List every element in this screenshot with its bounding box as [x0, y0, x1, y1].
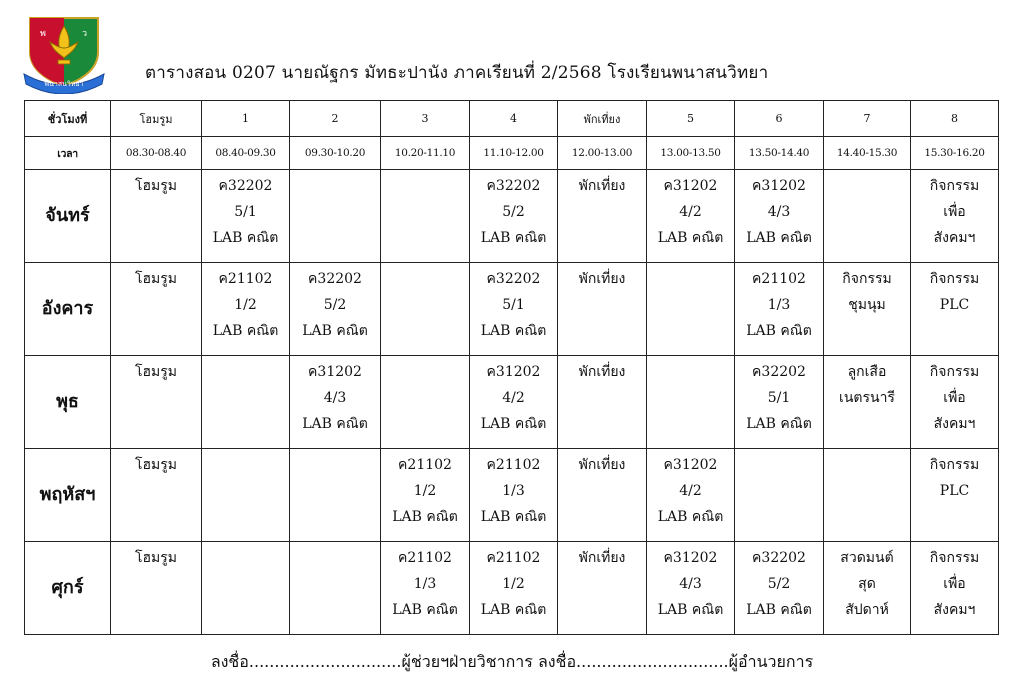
schedule-cell-line: LAB คณิต — [657, 230, 724, 246]
schedule-cell-line: LAB คณิต — [480, 323, 547, 339]
schedule-cell — [824, 542, 911, 635]
schedule-cell-line: 5/1 — [502, 297, 525, 313]
schedule-cell-line: สังคมฯ — [933, 230, 976, 246]
schedule-cell — [202, 356, 290, 449]
schedule-cell-line: สวดมนต์ — [840, 550, 894, 566]
period-header-cell: โฮมรูม — [111, 101, 202, 137]
schedule-cell-line: ค21102 — [398, 457, 452, 473]
schedule-cell-line: เพื่อ — [943, 390, 966, 406]
schedule-cell-line: พักเที่ยง — [578, 457, 626, 473]
svg-text:พ: พ — [40, 29, 46, 39]
schedule-cell-line: ค31202 — [663, 178, 718, 194]
schedule-cell — [290, 263, 381, 356]
schedule-cell-line: เนตรนารี — [839, 390, 895, 406]
schedule-cell — [381, 449, 470, 542]
schedule-cell — [470, 263, 558, 356]
schedule-cell — [470, 449, 558, 542]
schedule-cell — [111, 449, 202, 542]
period-header-cell: พักเที่ยง — [558, 101, 647, 137]
schedule-cell-line: PLC — [939, 483, 970, 499]
day-name: ศุกร์ — [25, 542, 111, 635]
schedule-cell-line: LAB คณิต — [480, 509, 547, 525]
period-header-cell: 7 — [824, 101, 911, 137]
schedule-cell-line: ค32202 — [752, 550, 806, 566]
schedule-cell — [558, 356, 647, 449]
schedule-cell-line: ค32202 — [218, 178, 273, 194]
day-row — [25, 356, 999, 449]
schedule-cell — [911, 356, 999, 449]
schedule-cell-line: ค32202 — [486, 178, 541, 194]
schedule-cell — [202, 449, 290, 542]
schedule-cell — [824, 356, 911, 449]
schedule-cell — [290, 449, 381, 542]
schedule-cell — [202, 170, 290, 263]
schedule-cell — [735, 170, 824, 263]
schedule-cell-line: LAB คณิต — [392, 602, 458, 618]
time-cell: 13.50-14.40 — [735, 137, 824, 170]
day-row — [25, 263, 999, 356]
schedule-cell — [111, 542, 202, 635]
period-header-cell: 6 — [735, 101, 824, 137]
schedule-cell — [647, 356, 735, 449]
schedule-cell-line: พักเที่ยง — [578, 550, 626, 566]
schedule-cell-line: 4/2 — [502, 390, 525, 406]
schedule-cell-line: LAB คณิต — [212, 323, 279, 339]
time-cell: 08.40-09.30 — [202, 137, 290, 170]
schedule-cell-line: 4/3 — [679, 576, 702, 592]
schedule-cell-line: กิจกรรม — [929, 550, 980, 566]
schedule-cell — [824, 170, 911, 263]
schedule-cell-line: ค31202 — [752, 178, 806, 194]
schedule-cell-line: กิจกรรม — [929, 178, 980, 194]
schedule-cell — [381, 263, 470, 356]
schedule-cell-line: 4/2 — [679, 483, 702, 499]
schedule-cell-line: 1/2 — [234, 297, 257, 313]
schedule-cell — [470, 356, 558, 449]
schedule-cell-line: สัปดาห์ — [845, 602, 889, 618]
schedule-cell-line: 5/2 — [502, 204, 525, 220]
schedule-cell — [735, 263, 824, 356]
period-header-label: ชั่วโมงที่ — [25, 101, 111, 137]
schedule-cell — [381, 356, 470, 449]
schedule-cell-line: โฮมรูม — [134, 271, 178, 287]
schedule-cell — [824, 263, 911, 356]
logo-banner-text: พนาสนวิทยา — [44, 80, 84, 88]
day-name: อังคาร — [25, 263, 111, 356]
schedule-cell-line: ค21102 — [752, 271, 806, 287]
schedule-cell-line: กิจกรรม — [929, 457, 980, 473]
schedule-cell-line: เพื่อ — [943, 204, 966, 220]
schedule-cell-line: โฮมรูม — [134, 178, 178, 194]
schedule-cell-line: 1/2 — [502, 576, 525, 592]
time-cell: 13.00-13.50 — [647, 137, 735, 170]
schedule-cell-line: ค32202 — [752, 364, 806, 380]
signature-line: ลงชื่อ..............................ผู้ช่วยฯฝ่ายวิชาการ ลงชื่อ..............................ผู้อำนวยการ — [210, 652, 814, 671]
schedule-cell-line: LAB คณิต — [746, 416, 812, 432]
schedule-cell-line: ค31202 — [308, 364, 362, 380]
time-cell: 09.30-10.20 — [290, 137, 381, 170]
page-title: ตารางสอน 0207 นายณัฐกร มัทธะปานัง ภาคเรียนที่ 2/2568 โรงเรียนพนาสนวิทยา — [145, 63, 769, 83]
schedule-cell-line: ค21102 — [486, 550, 541, 566]
timetable — [24, 100, 999, 635]
school-logo — [22, 12, 106, 94]
time-header-label: เวลา — [25, 137, 111, 170]
schedule-cell-line: 1/3 — [767, 297, 791, 313]
schedule-cell — [470, 170, 558, 263]
schedule-cell-line: ลูกเสือ — [847, 364, 887, 380]
schedule-cell-line: ค31202 — [486, 364, 541, 380]
schedule-cell-line: ค32202 — [308, 271, 362, 287]
schedule-cell-line: ค31202 — [663, 550, 718, 566]
schedule-cell-line: 5/2 — [767, 576, 791, 592]
schedule-cell — [381, 542, 470, 635]
time-cell: 10.20-11.10 — [381, 137, 470, 170]
schedule-cell — [911, 263, 999, 356]
time-cell: 12.00-13.00 — [558, 137, 647, 170]
schedule-cell — [381, 170, 470, 263]
schedule-cell — [647, 449, 735, 542]
schedule-cell — [647, 170, 735, 263]
schedule-cell-line: 1/3 — [413, 576, 437, 592]
schedule-cell-line: กิจกรรม — [929, 271, 980, 287]
schedule-cell — [735, 449, 824, 542]
schedule-cell-line: สังคมฯ — [933, 602, 976, 618]
schedule-cell-line: สังคมฯ — [933, 416, 976, 432]
schedule-cell-line: LAB คณิต — [480, 602, 547, 618]
schedule-cell-line: LAB คณิต — [746, 230, 812, 246]
schedule-cell — [558, 449, 647, 542]
time-cell: 08.30-08.40 — [111, 137, 202, 170]
schedule-cell — [111, 356, 202, 449]
schedule-cell-line: LAB คณิต — [302, 416, 368, 432]
schedule-cell — [290, 356, 381, 449]
period-header-cell: 8 — [911, 101, 999, 137]
day-name: พุธ — [25, 356, 111, 449]
schedule-cell-line: โฮมรูม — [134, 457, 178, 473]
schedule-cell-line: 4/3 — [323, 390, 347, 406]
schedule-cell-line: 1/2 — [413, 483, 437, 499]
day-row — [25, 170, 999, 263]
schedule-cell — [111, 170, 202, 263]
schedule-cell — [647, 542, 735, 635]
schedule-cell-line: กิจกรรม — [842, 271, 892, 287]
time-cell: 14.40-15.30 — [824, 137, 911, 170]
period-header-cell: 5 — [647, 101, 735, 137]
schedule-cell — [290, 542, 381, 635]
schedule-cell-line: ค21102 — [218, 271, 273, 287]
day-row — [25, 449, 999, 542]
schedule-cell-line: 1/3 — [502, 483, 525, 499]
schedule-cell-line: LAB คณิต — [480, 416, 547, 432]
schedule-cell-line: LAB คณิต — [746, 323, 812, 339]
schedule-cell — [558, 263, 647, 356]
schedule-cell-line: 4/3 — [767, 204, 791, 220]
schedule-cell-line: ค21102 — [398, 550, 452, 566]
day-name: พฤหัสฯ — [25, 449, 111, 542]
time-cell: 15.30-16.20 — [911, 137, 999, 170]
schedule-cell-line: 5/1 — [767, 390, 791, 406]
schedule-cell-line: ค31202 — [663, 457, 718, 473]
schedule-cell-line: LAB คณิต — [657, 509, 724, 525]
schedule-cell — [824, 449, 911, 542]
schedule-cell — [202, 542, 290, 635]
schedule-cell-line: โฮมรูม — [134, 364, 178, 380]
schedule-cell — [647, 263, 735, 356]
period-header-row — [25, 101, 999, 137]
svg-text:ว: ว — [82, 29, 88, 39]
day-name: จันทร์ — [25, 170, 111, 263]
schedule-cell — [202, 263, 290, 356]
schedule-cell-line: 5/1 — [234, 204, 257, 220]
schedule-cell — [735, 542, 824, 635]
schedule-cell-line: พักเที่ยง — [578, 178, 626, 194]
schedule-cell — [911, 542, 999, 635]
schedule-cell-line: 5/2 — [323, 297, 347, 313]
schedule-cell-line: LAB คณิต — [746, 602, 812, 618]
schedule-cell-line: 4/2 — [679, 204, 702, 220]
schedule-cell-line: ชุมนุม — [848, 297, 886, 313]
period-header-cell: 4 — [470, 101, 558, 137]
schedule-cell — [470, 542, 558, 635]
schedule-cell-line: กิจกรรม — [929, 364, 980, 380]
time-row — [25, 137, 999, 170]
period-header-cell: 3 — [381, 101, 470, 137]
schedule-cell-line: พักเที่ยง — [578, 364, 626, 380]
schedule-cell-line: LAB คณิต — [302, 323, 368, 339]
schedule-cell — [290, 170, 381, 263]
schedule-cell-line: เพื่อ — [943, 576, 966, 592]
period-header-cell: 2 — [290, 101, 381, 137]
schedule-cell-line: LAB คณิต — [212, 230, 279, 246]
schedule-cell-line: ค21102 — [486, 457, 541, 473]
schedule-cell — [558, 170, 647, 263]
schedule-cell-line: ค32202 — [486, 271, 541, 287]
schedule-cell — [558, 542, 647, 635]
day-row — [25, 542, 999, 635]
schedule-cell-line: LAB คณิต — [657, 602, 724, 618]
schedule-cell-line: โฮมรูม — [134, 550, 178, 566]
schedule-cell — [911, 449, 999, 542]
schedule-cell — [111, 263, 202, 356]
schedule-cell-line: พักเที่ยง — [578, 271, 626, 287]
schedule-cell — [911, 170, 999, 263]
time-cell: 11.10-12.00 — [470, 137, 558, 170]
schedule-cell — [735, 356, 824, 449]
schedule-cell-line: สุด — [858, 576, 876, 592]
schedule-cell-line: LAB คณิต — [392, 509, 458, 525]
schedule-cell-line: LAB คณิต — [480, 230, 547, 246]
schedule-cell-line: PLC — [939, 297, 970, 313]
period-header-cell: 1 — [202, 101, 290, 137]
